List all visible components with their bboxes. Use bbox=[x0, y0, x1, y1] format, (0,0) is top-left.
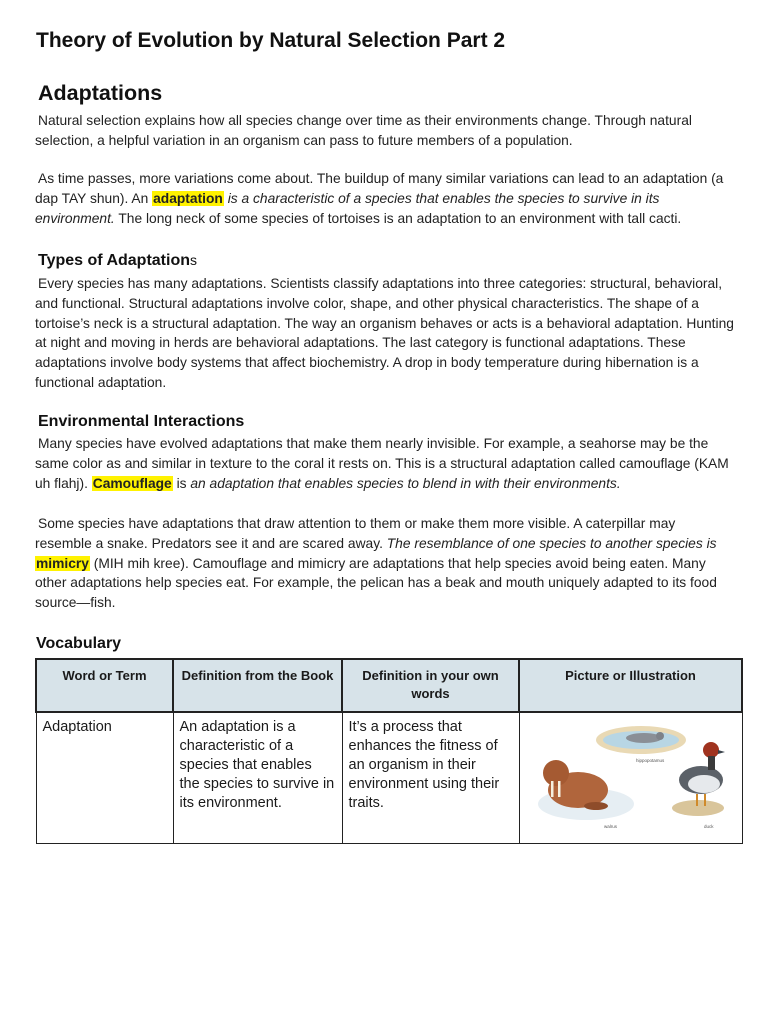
types-paragraph: Every species has many adaptations. Scientists classify adaptations into three categories: structural, behavioral, and functional. Structural adaptations involve color, shape, and other physical characteristics. The shape of a tortoise’s neck is a structural adaptation. The way an organism behaves or acts is a behavioral adaptation. Hunting at night and moving in herds are behavioral adaptations. The last category is functional adaptations. These adaptations involve body systems that affect biochemistry. A drop in body temperature during hibernation is a functional adaptation. bbox=[35, 276, 734, 390]
types-heading bbox=[38, 252, 197, 270]
vocabulary-heading: Vocabulary bbox=[36, 635, 122, 652]
cell-picture bbox=[519, 712, 742, 844]
walrus-head bbox=[543, 760, 569, 786]
env-paragraph-1 bbox=[35, 434, 735, 493]
walrus-seal-duck-illustration bbox=[526, 718, 736, 838]
header-word-or-term: Word or Term bbox=[36, 659, 173, 712]
vocabulary-table bbox=[35, 658, 743, 844]
duck-neck bbox=[708, 756, 715, 770]
adaptation-highlight: adaptation bbox=[153, 190, 223, 206]
table-row bbox=[36, 712, 742, 844]
types-heading-suffix: s bbox=[190, 252, 197, 268]
label-left: walrus bbox=[603, 824, 617, 829]
env-p1-def-lead: is bbox=[172, 475, 187, 491]
intro-paragraph-2 bbox=[35, 169, 735, 228]
document-title: Theory of Evolution by Natural Selection Part 2 bbox=[36, 29, 506, 52]
environmental-interactions-heading: Environmental Interactions bbox=[38, 413, 245, 430]
intro-p2-tail: The long neck of some species of tortoises is an adaptation to an environment with tall cacti. bbox=[114, 210, 682, 226]
cell-book-definition[interactable]: An adaptation is a characteristic of a species that enables the species to survive in its environment. bbox=[173, 712, 342, 844]
label-right: duck bbox=[703, 824, 714, 829]
intro-p2-text: As time passes, more variations come about. The buildup of many similar variations can lead to an adaptation (a dap TAY shun). An bbox=[35, 171, 724, 206]
duck-belly bbox=[688, 775, 720, 793]
walrus-flipper bbox=[584, 802, 608, 810]
mimicry-definition: The resemblance of one species to another species is bbox=[386, 535, 717, 551]
walrus-tusk-left bbox=[551, 781, 554, 797]
camouflage-definition: an adaptation that enables species to blend in with their environments. bbox=[186, 475, 621, 491]
section-heading-adaptations: Adaptations bbox=[38, 81, 163, 105]
header-definition-book: Definition from the Book bbox=[173, 659, 342, 712]
header-picture: Picture or Illustration bbox=[519, 659, 742, 712]
duck-leg-left bbox=[696, 794, 698, 806]
duck-head bbox=[703, 742, 719, 758]
label-top: hippopotamus bbox=[635, 758, 664, 763]
env-p1-text: Many species have evolved adaptations that make them nearly invisible. For example, a seahorse may be the same color as and similar in texture to the coral it rests on. This is a structural adaptation called camouflage (KAM uh flahj). bbox=[35, 436, 729, 491]
walrus-tusk-right bbox=[558, 781, 561, 797]
types-heading-main: Types of Adaptation bbox=[38, 252, 190, 269]
env-p2-tail: (MIH mih kree). Camouflage and mimicry are adaptations that help species avoid being eaten. Many other adaptations help species eat. For example, the pelican has a beak and mouth uniquely adapted to its food source—fish. bbox=[35, 555, 717, 611]
duck-beak bbox=[718, 750, 725, 754]
intro-paragraph-1: Natural selection explains how all species change over time as their environments change. Through natural selection, a helpful variation in an organism can pass to future members of a population. bbox=[35, 113, 692, 148]
duck-leg-right bbox=[704, 794, 706, 806]
header-definition-own-words: Definition in your own words bbox=[342, 659, 519, 712]
cell-own-definition[interactable]: It’s a process that enhances the fitness of an organism in their environment using their traits. bbox=[342, 712, 519, 844]
illustration-svg bbox=[526, 718, 736, 838]
env-p2-text: Some species have adaptations that draw attention to them or make them more visible. A caterpillar may resemble a snake. Predators see it and are scared away. bbox=[35, 516, 676, 551]
table-header-row bbox=[36, 659, 742, 712]
cell-word: Adaptation bbox=[36, 712, 173, 844]
env-paragraph-2 bbox=[35, 514, 735, 613]
adaptation-definition: is a characteristic of a species that enables the species to survive in its environment. bbox=[35, 190, 660, 226]
mimicry-highlight: mimicry bbox=[36, 555, 89, 571]
camouflage-highlight: Camouflage bbox=[92, 475, 172, 491]
hippo-head bbox=[656, 732, 664, 740]
